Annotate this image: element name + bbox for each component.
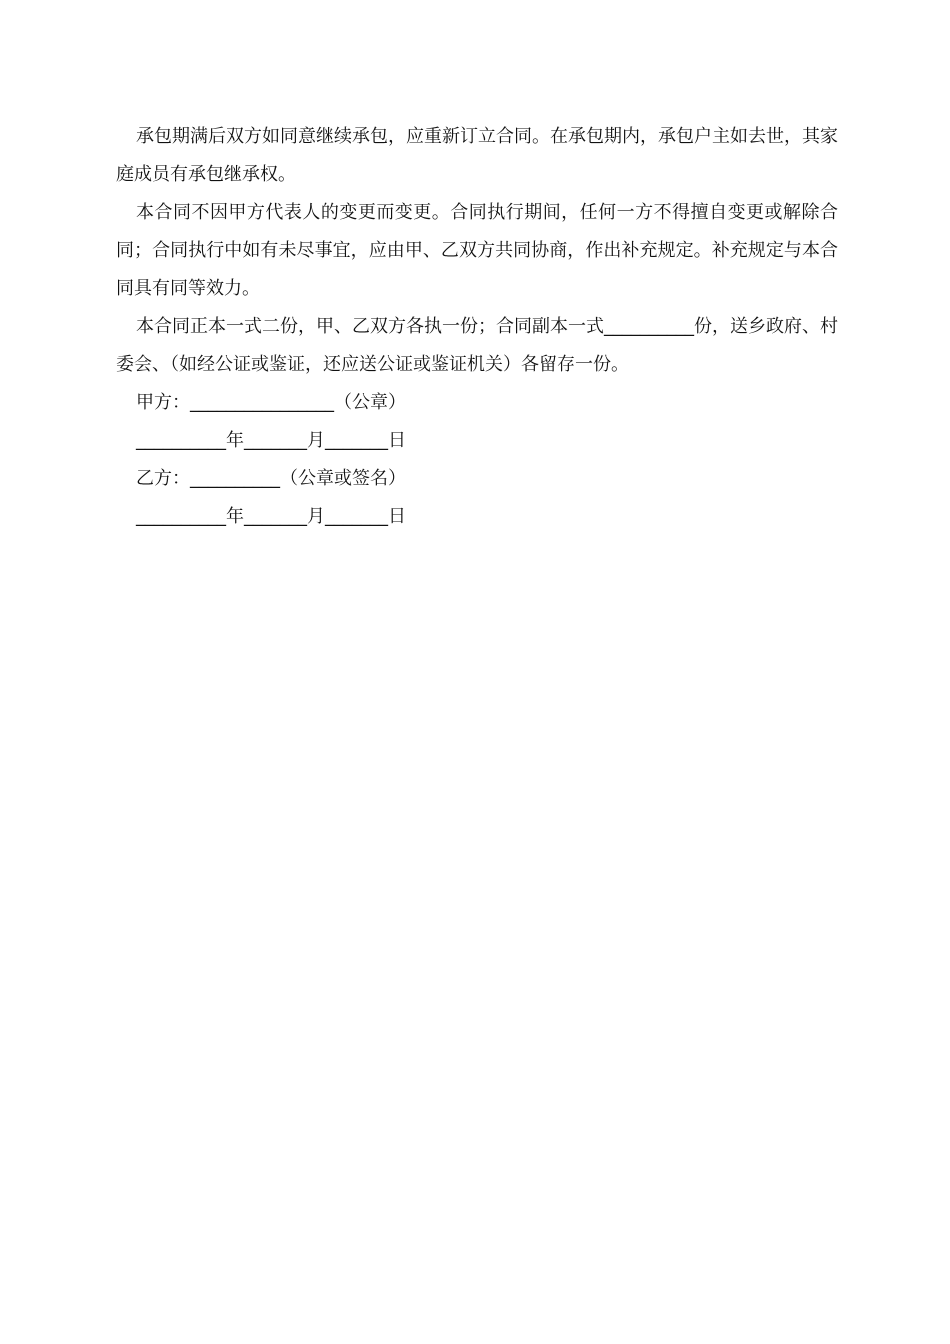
party-a-signature-line: 甲方：________________（公章）	[136, 392, 406, 413]
paragraph-contract-renewal: 承包期满后双方如同意继续承包，应重新订立合同。在承包期内，承包户主如去世，其家庭成员有承包继承权。	[116, 126, 838, 185]
paragraph-contract-validity: 本合同不因甲方代表人的变更而变更。合同执行期间，任何一方不得擅自变更或解除合同；合同执行中如有未尽事宜，应由甲、乙双方共同协商，作出补充规定。补充规定与本合同具有同等效力。	[116, 202, 838, 299]
party-b-date-line: __________年_______月_______日	[136, 506, 406, 527]
party-b-signature-line: 乙方：__________（公章或签名）	[136, 468, 406, 489]
party-a-date-line: __________年_______月_______日	[136, 430, 406, 451]
paragraph-contract-copies: 本合同正本一式二份，甲、乙双方各执一份；合同副本一式__________份，送乡政府、村委会、（如经公证或鉴证，还应送公证或鉴证机关）各留存一份。	[116, 316, 838, 375]
document-page	[116, 118, 838, 536]
